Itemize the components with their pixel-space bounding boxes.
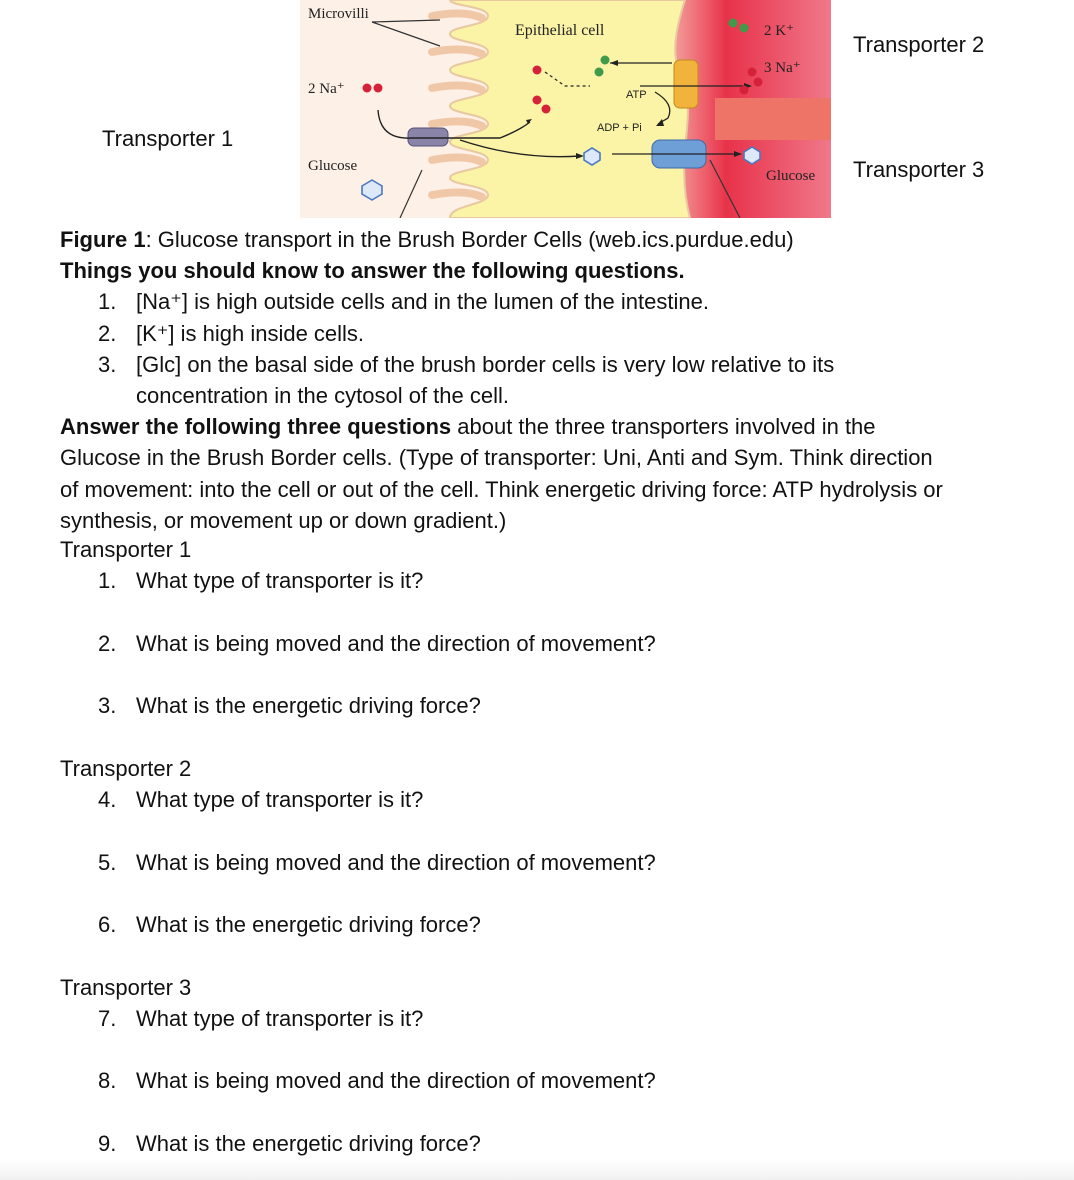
transporter-2-protein <box>674 60 698 108</box>
bottom-edge <box>0 1160 1074 1180</box>
section-title-transporter-1: Transporter 1 <box>60 537 192 562</box>
transporter-1-protein <box>408 128 448 146</box>
side-label-transporter-3: Transporter 3 <box>853 157 985 182</box>
na-ion <box>754 78 763 87</box>
k-ion <box>740 24 749 33</box>
question-item: 8. What is being moved and the direction of movement? <box>98 1068 656 1093</box>
question-item: 9. What is the energetic driving force? <box>98 1131 481 1156</box>
label-adp: ADP + Pi <box>597 122 642 134</box>
instructions-line-3: of movement: into the cell or out of the cell. Think energetic driving force: ATP hydrolysis or <box>60 476 943 502</box>
na-ion <box>740 86 749 95</box>
instructions-line-1: Answer the following three questions about the three transporters involved in the <box>60 414 876 440</box>
side-label-transporter-1: Transporter 1 <box>102 126 234 151</box>
label-atp: ATP <box>626 89 647 101</box>
na-ion <box>533 66 542 75</box>
na-ion <box>748 68 757 77</box>
question-item: 4. What type of transporter is it? <box>98 787 424 812</box>
fact-item: 1. [Na⁺] is high outside cells and in the lumen of the intestine. <box>98 289 709 315</box>
figure-caption <box>60 224 1060 255</box>
section-title-transporter-2: Transporter 2 <box>60 756 192 781</box>
na-ion <box>363 84 372 93</box>
glucose-transport-figure <box>300 0 831 218</box>
label-microvilli: Microvilli <box>308 6 369 22</box>
label-2-k: 2 K⁺ <box>764 23 794 39</box>
label-3-na: 3 Na⁺ <box>764 60 801 76</box>
caption-bold: Figure 1 <box>60 227 146 252</box>
highlight-overlay <box>715 98 831 140</box>
na-ion <box>533 96 542 105</box>
fact-item: 2. [K⁺] is high inside cells. <box>98 320 365 346</box>
fact-item-continuation: concentration in the cytosol of the cell. <box>136 383 509 409</box>
question-item: 5. What is being moved and the direction of movement? <box>98 850 656 875</box>
section-title-transporter-3: Transporter 3 <box>60 975 192 1000</box>
question-item: 7. What type of transporter is it? <box>98 1006 424 1031</box>
question-item: 2. What is being moved and the direction of movement? <box>98 631 656 656</box>
label-epithelial-cell: Epithelial cell <box>515 22 605 39</box>
fact-item: 3. [Glc] on the basal side of the brush border cells is very low relative to its <box>98 351 835 377</box>
intro-text <box>60 224 1060 536</box>
k-ion <box>595 68 604 77</box>
label-glucose-right: Glucose <box>766 168 816 184</box>
side-label-transporter-2: Transporter 2 <box>853 32 985 57</box>
question-item: 1. What type of transporter is it? <box>98 568 424 593</box>
label-glucose-left: Glucose <box>308 158 358 174</box>
k-ion <box>729 19 738 28</box>
caption-rest: : Glucose transport in the Brush Border Cells (web.ics.purdue.edu) <box>145 227 794 252</box>
question-item: 3. What is the energetic driving force? <box>98 693 481 718</box>
label-2-na: 2 Na⁺ <box>308 81 345 97</box>
na-ion <box>374 84 383 93</box>
question-item: 6. What is the energetic driving force? <box>98 912 481 937</box>
instructions-line-2: Glucose in the Brush Border cells. (Type of transporter: Uni, Anti and Sym. Think direction <box>60 445 933 471</box>
instructions-line-4: synthesis, or movement up or down gradient.) <box>60 507 507 533</box>
k-ion <box>601 56 610 65</box>
know-heading: Things you should know to answer the following questions. <box>60 258 685 284</box>
na-ion <box>542 105 551 114</box>
